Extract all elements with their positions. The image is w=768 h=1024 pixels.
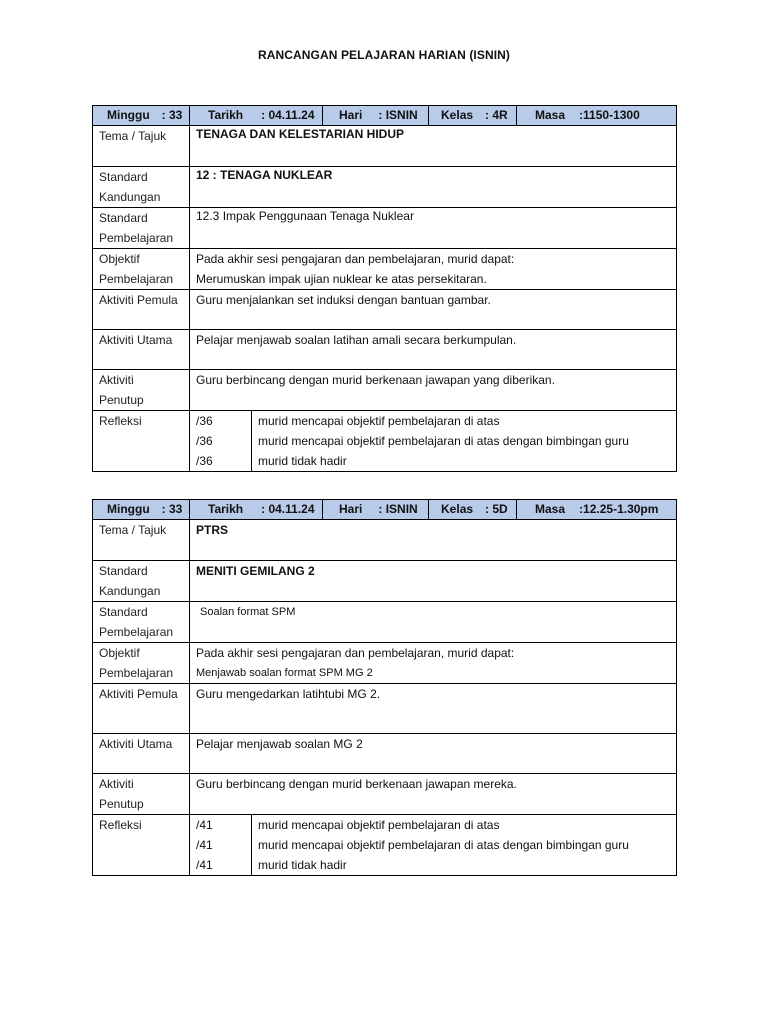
hari-cell: Hari : ISNIN xyxy=(323,106,429,126)
masa-cell: Masa :1150-1300 xyxy=(517,106,677,126)
objektif-intro: Pada akhir sesi pengajaran dan pembelajaran, murid dapat: xyxy=(196,646,515,660)
tarikh-cell: Tarikh : 04.11.24 xyxy=(190,500,323,520)
standard-pembelajaran-row: Standard Pembelajaran 12.3 Impak Penggunaan Tenaga Nuklear xyxy=(93,208,677,249)
masa-cell: Masa :12.25-1.30pm xyxy=(517,500,677,520)
lesson-table-1 xyxy=(92,105,677,472)
lesson-header-row xyxy=(93,500,677,520)
aktiviti-penutup-row: Aktiviti Penutup Guru berbincang dengan murid berkenaan jawapan yang diberikan. xyxy=(93,370,677,411)
lesson-header-row xyxy=(93,106,677,126)
aktiviti-pemula-row: Aktiviti Pemula Guru mengedarkan latihtubi MG 2. xyxy=(93,684,677,734)
lesson-table-2 xyxy=(92,499,677,876)
aktiviti-utama-row: Aktiviti Utama Pelajar menjawab soalan latihan amali secara berkumpulan. xyxy=(93,330,677,370)
standard-pembelajaran-value: 12.3 Impak Penggunaan Tenaga Nuklear xyxy=(190,208,677,249)
aktiviti-utama-row: Aktiviti Utama Pelajar menjawab soalan MG 2 xyxy=(93,734,677,774)
aktiviti-pemula-value: Guru mengedarkan latihtubi MG 2. xyxy=(190,684,677,734)
tema-value: TENAGA DAN KELESTARIAN HIDUP xyxy=(190,126,677,167)
standard-kandungan-value: MENITI GEMILANG 2 xyxy=(190,561,677,602)
aktiviti-utama-value: Pelajar menjawab soalan latihan amali secara berkumpulan. xyxy=(190,330,677,370)
aktiviti-pemula-value: Guru menjalankan set induksi dengan bantuan gambar. xyxy=(190,290,677,330)
hari-cell: Hari : ISNIN xyxy=(323,500,429,520)
objektif-row: Objektif Pembelajaran Pada akhir sesi pengajaran dan pembelajaran, murid dapat: Merumuskan impak ujian nuklear ke atas persekitaran. xyxy=(93,249,677,290)
aktiviti-pemula-row: Aktiviti Pemula Guru menjalankan set induksi dengan bantuan gambar. xyxy=(93,290,677,330)
standard-kandungan-value: 12 : TENAGA NUKLEAR xyxy=(190,167,677,208)
tema-row: Tema / Tajuk TENAGA DAN KELESTARIAN HIDUP xyxy=(93,126,677,167)
kelas-cell: Kelas : 5D xyxy=(429,500,517,520)
tema-row: Tema / Tajuk PTRS xyxy=(93,520,677,561)
minggu-cell: Minggu : 33 xyxy=(93,500,190,520)
standard-pembelajaran-value: Soalan format SPM xyxy=(190,602,677,643)
objektif-intro: Pada akhir sesi pengajaran dan pembelajaran, murid dapat: xyxy=(196,252,515,266)
document-title: RANCANGAN PELAJARAN HARIAN (ISNIN) xyxy=(257,48,511,62)
tema-value: PTRS xyxy=(190,520,677,561)
objektif-value: Menjawab soalan format SPM MG 2 xyxy=(196,667,373,679)
minggu-cell: Minggu : 33 xyxy=(93,106,190,126)
standard-kandungan-row: Standard Kandungan MENITI GEMILANG 2 xyxy=(93,561,677,602)
objektif-row: Objektif Pembelajaran Pada akhir sesi pengajaran dan pembelajaran, murid dapat: Menjawab soalan format SPM MG 2 xyxy=(93,643,677,684)
kelas-cell: Kelas : 4R xyxy=(429,106,517,126)
standard-kandungan-row: Standard Kandungan 12 : TENAGA NUKLEAR xyxy=(93,167,677,208)
aktiviti-penutup-value: Guru berbincang dengan murid berkenaan jawapan mereka. xyxy=(190,774,677,815)
objektif-value: Merumuskan impak ujian nuklear ke atas persekitaran. xyxy=(196,272,487,286)
aktiviti-utama-value: Pelajar menjawab soalan MG 2 xyxy=(190,734,677,774)
refleksi-row: Refleksi /36 /36 /36 murid mencapai objektif pembelajaran di atas murid mencapai objektif pembelajaran di atas dengan bimbingan guru murid tidak hadir xyxy=(93,411,677,472)
aktiviti-penutup-row: Aktiviti Penutup Guru berbincang dengan murid berkenaan jawapan mereka. xyxy=(93,774,677,815)
standard-pembelajaran-row: Standard Pembelajaran Soalan format SPM xyxy=(93,602,677,643)
tarikh-cell: Tarikh : 04.11.24 xyxy=(190,106,323,126)
aktiviti-penutup-value: Guru berbincang dengan murid berkenaan jawapan yang diberikan. xyxy=(190,370,677,411)
refleksi-row: Refleksi /41 /41 /41 murid mencapai objektif pembelajaran di atas murid mencapai objektif pembelajaran di atas dengan bimbingan guru murid tidak hadir xyxy=(93,815,677,876)
